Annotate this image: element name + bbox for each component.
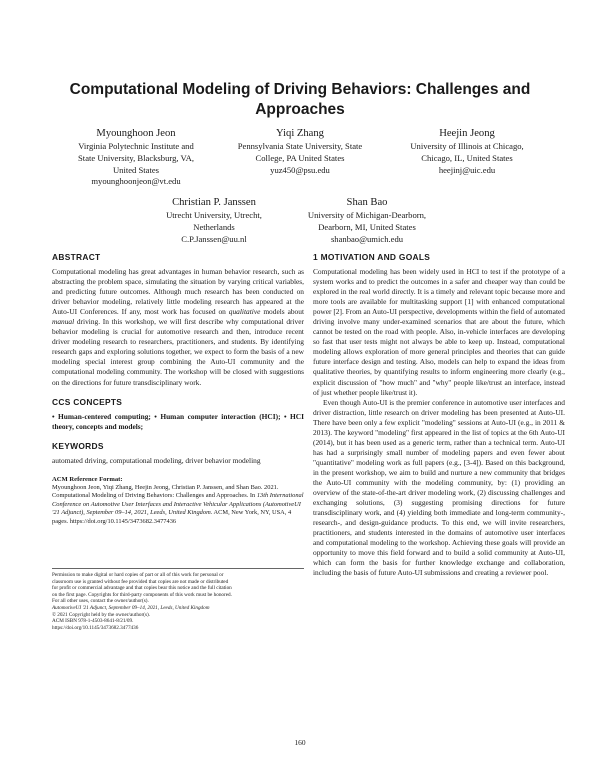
paper-title: Computational Modeling of Driving Behaviors: Challenges and Approaches xyxy=(69,81,531,118)
permission-line: Permission to make digital or hard copies of part or all of this work for personal or xyxy=(52,572,224,578)
permission-line: For all other uses, contact the owner/author(s). xyxy=(52,598,149,605)
footnote-divider xyxy=(52,568,304,569)
permission-line: classroom use is granted without fee provided that copies are not made or distributed xyxy=(52,578,229,585)
author-block xyxy=(52,127,220,188)
author-affiliation: Virginia Polytechnic Institute and xyxy=(78,141,194,151)
author-email: myounghoonjeon@vt.edu xyxy=(91,176,181,187)
isbn-line: ACM ISBN 978-1-4503-8641-8/21/09. xyxy=(52,618,134,625)
author-affiliation: Dearborn, MI, United States xyxy=(318,221,416,232)
author-email: yuz450@psu.edu xyxy=(270,164,330,175)
ccs-text: • Human-centered computing; • Human computer interaction (HCI); • HCI theory, concepts and models; xyxy=(52,411,304,431)
author-affiliation: Utrecht University, Utrecht, xyxy=(166,210,262,220)
right-column xyxy=(313,252,565,578)
author-affiliation: United States xyxy=(112,164,160,175)
author-name: Yiqi Zhang xyxy=(276,128,324,139)
author-name: Heejin Jeong xyxy=(439,128,495,139)
author-affiliation: Chicago, IL, United States xyxy=(421,152,513,163)
abstract-text: Computational modeling has great advantages in human behavior research, such as abstracting the problem space, simulating the situation by varying critical variables, and predicting future outcomes. Although much research has been conducted on driver behavior modeling, relatively little modeling research has appeared at the Auto-UI Conferences. If any, most work has focused on qualitative models about manual driving. In this workshop, we will first describe why computational driver behavior modeling is crucial for automotive research and then, introduce recent driver modeling research to researchers, practitioners, and students. By identifying research gaps and exploring solutions together, we expect to form the basis of a new modeling special interest group combining the Auto-UI community and the computational modeling community. The workshop will be closed with suggestions on the directions for future transdisciplinary work. xyxy=(52,267,304,387)
author-affiliation: University of Michigan-Dearborn, xyxy=(307,210,427,220)
acm-reference-text: Myounghoon Jeon, Yiqi Zhang, Heejin Jeong, Christian P. Janssen, and Shan Bao. 2021. Computational Modeling of Driving Behaviors: Challenges and Approaches. In 13th International Conference on Automotive User Interfaces and Interactive Vehicular Applications (AutomotiveUI '21 Adjunct), September 09–14, 2021, Leeds, United Kingdom. ACM, New York, NY, USA, 4 pages. https://doi.org/10.1145/3473682.3477436 xyxy=(52,483,304,526)
copyright-footnote xyxy=(52,568,304,631)
permission-line: on the first page. Copyrights for third-party components of this work must be honored. xyxy=(52,591,232,598)
author-affiliation: College, PA United States xyxy=(255,152,345,163)
copyright-line: © 2021 Copyright held by the owner/author(s). xyxy=(52,611,151,618)
author-email: shanbao@umich.edu xyxy=(330,233,404,244)
author-affiliation: University of Illinois at Chicago, xyxy=(410,141,524,151)
paragraph: Computational modeling has been widely used in HCI to test if the prototype of a system works and to predict the outcomes in a safer and cheaper way than could be explored in the real world directly. It is a timely and relevant topic because more and more tools are available for multitasking support [1] with enhanced computational power [2]. From an Auto-UI perspective, developments within the field of automated driving involve many under-examined scenarios that are about the future, which cannot be tested on the road with people. Also, in-vehicle interfaces are developing so fast that user tests might not always be able to keep up. Instead, computational modeling allows exploration of more general principles and theories that can guide future interface design and testing. Also, models can help to expand the ideas from qualitative theories, by quantifying results to inform engineering more clearly (e.g., explicit discussion of "how much" and "why" people like/trust an interface, instead of just whether people like/trust it). xyxy=(313,267,565,397)
abstract-heading: ABSTRACT xyxy=(52,252,101,262)
author-name: Shan Bao xyxy=(346,197,388,208)
author-block xyxy=(383,127,551,176)
author-affiliation: Pennsylvania State University, State xyxy=(237,141,363,151)
author-affiliation: Netherlands xyxy=(193,221,235,232)
section-heading: 1 MOTIVATION AND GOALS xyxy=(313,252,431,262)
paragraph: Even though Auto-UI is the premier conference in automotive user interfaces and driver distraction, little research on driver modeling has been presented at Auto-UI. There have been only a few explicit "modeling" sessions at Auto-UI (e.g., in 2011 & 2013). The keyword "modeling" first appeared in the list of topics at the 6th Auto-UI (2014), but it has been used as a generic term, rather than a technical term. Auto-UI has had a surprisingly small number of modeling papers and even fewer about "quantitative" modeling work as full papers (e.g., [3-4]). Based on this background, in the present workshop, we aim to build and nurture a new community that bridges the Auto-UI community with the modeling community, by: (1) providing an overview of the state-of-the-art driver modeling work, (2) discussing challenges and exchanging solutions, (3) suggesting promising directions for future transdisciplinary work, and (4) yielding both immediate and long-term community-, research-, and design-guidance products. To this end, we will invite researchers, practitioners, and students interested in the domains of automotive user interfaces and computational modeling to the workshop. Achieving these goals will provide an opportunity to move this field forward and to build a solid community at Auto-UI, which can form the basis for further knowledge exchange and collaboration, including the basis of future Auto-UI submissions and creating a reviewer pool. xyxy=(313,397,565,578)
author-email: heejinj@uic.edu xyxy=(438,164,496,175)
author-block xyxy=(130,196,298,245)
ccs-heading: CCS CONCEPTS xyxy=(52,396,123,407)
keywords-text: automated driving, computational modeling, driver behavior modeling xyxy=(52,455,261,465)
permission-line: for profit or commercial advantage and that copies bear this notice and the full citation xyxy=(52,585,232,592)
left-column xyxy=(52,252,304,527)
doi-link[interactable]: https://doi.org/10.1145/3473682.3477436 xyxy=(52,624,139,631)
venue-line: AutomotiveUI '21 Adjunct, September 09–14, 2021, Leeds, United Kingdom xyxy=(52,604,210,611)
author-email: C.P.Janssen@uu.nl xyxy=(181,233,247,244)
acm-reference-heading: ACM Reference Format: xyxy=(52,475,123,483)
author-name: Christian P. Janssen xyxy=(172,197,256,208)
keywords-heading: KEYWORDS xyxy=(52,440,104,451)
page-number: 160 xyxy=(294,738,306,747)
author-name: Myounghoon Jeon xyxy=(96,128,176,139)
author-block xyxy=(283,196,451,245)
author-affiliation: State University, Blacksburg, VA, xyxy=(78,152,194,163)
author-block xyxy=(216,127,384,176)
